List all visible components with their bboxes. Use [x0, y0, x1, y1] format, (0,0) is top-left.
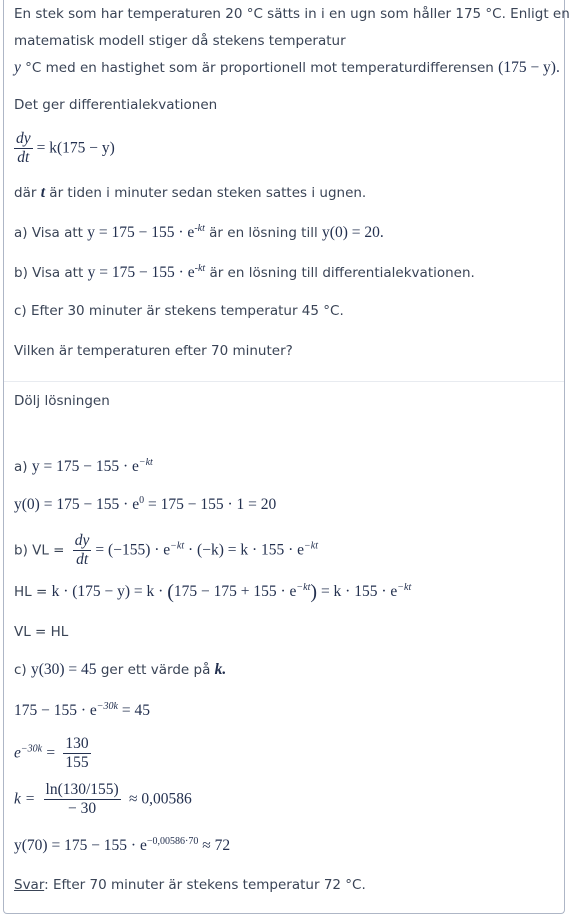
part-a-statement: a) Visa att $y = 175 - 155 \cdot e^{-kt}$ är en lösning till y(0) = 20. [14, 223, 384, 241]
hide-solution-toggle[interactable]: Dölj lösningen [14, 393, 110, 409]
solution-c-line2: $175 - 155 \cdot e^{-30k} = 45$ [14, 701, 150, 719]
question: Vilken är temperaturen efter 70 minuter? [14, 343, 293, 359]
dy-dt-fraction: $\frac{dy}{dt}$ [16, 130, 31, 166]
problem-intro-line2: matematisk modell stiger då stekens temperatur [14, 33, 346, 49]
differential-equation: $\frac{dy}{dt}$ = k(175 − y) [16, 130, 115, 166]
part-c-statement: c) Efter 30 minuter är stekens temperatur 45 °C. [14, 303, 344, 319]
answer: Svar: Efter 70 minuter är stekens temperatur 72 °C. [14, 877, 366, 893]
solution-card [3, 0, 570, 914]
solution-b-hl: HL = $k \cdot (175 - y) = k \cdot (175 - 175 + 155 \cdot e^{-kt}) = k \cdot 155 \cdot e^{-kt}$ [14, 581, 412, 603]
solution-c-line4: k = $\frac{\ln(130/155)}{- 30}$ ≈ 0,00586 [14, 781, 192, 817]
solution-a-line1: a) $y = 175 - 155 \cdot e^{-kt}$ [14, 457, 153, 475]
t-definition: där t är tiden i minuter sedan steken sattes i ugnen. [14, 184, 367, 201]
section-divider [4, 381, 564, 382]
solution-c-line3: $e^{-30k}$ = $\frac{130}{155}$ [14, 735, 89, 771]
solution-vl-hl: VL = HL [14, 624, 69, 640]
solution-c-line1: c) y(30) = 45 ger ett värde på k. [14, 661, 227, 678]
problem-intro-line3: y °C med en hastighet som är proportionell mot temperaturdifferensen (175 − y). [14, 59, 560, 76]
part-b-statement: b) Visa att $y = 175 - 155 \cdot e^{-kt}$ är en lösning till differentialekvationen. [14, 263, 475, 281]
solution-b-vl: b) VL = $\frac{dy}{dt}$ = $(-155) \cdot e^{-kt} \cdot (-k) = k \cdot 155 \cdot e^{-kt}$ [14, 532, 319, 568]
k-fraction: $\frac{\ln(130/155)}{- 30}$ [45, 781, 119, 817]
ratio-fraction: $\frac{130}{155}$ [65, 735, 89, 771]
de-intro: Det ger differentialekvationen [14, 97, 218, 113]
solution-a-line2: $y(0) = 175 - 155 \cdot e^0 = 175 - 155 \cdot 1 = 20$ [14, 495, 277, 513]
problem-intro-line1: En stek som har temperaturen 20 °C sätts in i en ugn som håller 175 °C. Enligt en [14, 6, 570, 22]
dy-dt-fraction: $\frac{dy}{dt}$ [74, 532, 90, 568]
solution-c-line5: $y(70) = 175 - 155 \cdot e^{-0,00586\cdot 70} \approx 72$ [14, 836, 231, 854]
